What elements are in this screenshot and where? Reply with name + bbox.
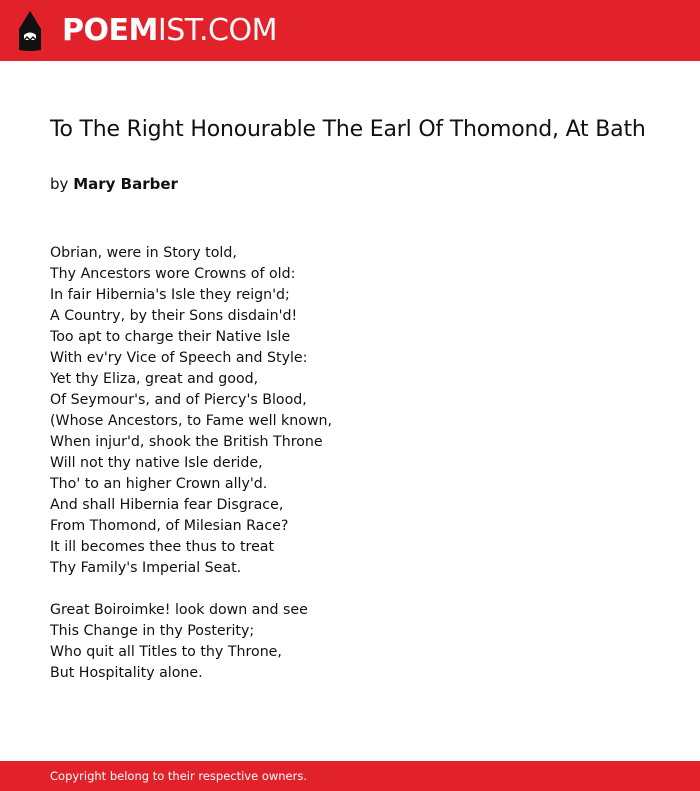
poem-line: This Change in thy Posterity; [50, 623, 255, 639]
poem-line: When injur'd, shook the British Throne [50, 434, 323, 450]
poem-byline [50, 173, 178, 195]
author-name: Mary Barber [73, 175, 178, 193]
poem-line: Of Seymour's, and of Piercy's Blood, [50, 392, 307, 408]
poem-line: But Hospitality alone. [50, 665, 203, 681]
poem-line: Thy Family's Imperial Seat. [50, 560, 242, 576]
poem-line: With ev'ry Vice of Speech and Style: [50, 350, 308, 366]
site-logo-text[interactable] [62, 11, 277, 51]
by-label: by [50, 175, 69, 193]
poem-body [50, 243, 650, 705]
brand-light-text: IST.COM [157, 13, 277, 48]
poem-line: And shall Hibernia fear Disgrace, [50, 497, 284, 513]
pencil-tip-icon[interactable] [17, 10, 43, 52]
poem-line: From Thomond, of Milesian Race? [50, 518, 289, 534]
poem-stanza [50, 600, 650, 684]
poem-line: A Country, by their Sons disdain'd! [50, 308, 298, 324]
copyright-text: Copyright belong to their respective owners. [50, 769, 308, 783]
poem-line: Tho' to an higher Crown ally'd. [50, 476, 268, 492]
poem-line: Yet thy Eliza, great and good, [50, 371, 259, 387]
poem-line: Will not thy native Isle deride, [50, 455, 263, 471]
poem-title: To The Right Honourable The Earl Of Thomond, At Bath [50, 117, 646, 142]
poem-line: In fair Hibernia's Isle they reign'd; [50, 287, 290, 303]
poem-line: It ill becomes thee thus to treat [50, 539, 275, 555]
poem-line: Who quit all Titles to thy Throne, [50, 644, 282, 660]
site-header [0, 0, 700, 61]
brand-bold-text: POEM [62, 13, 158, 48]
poem-line: Thy Ancestors wore Crowns of old: [50, 266, 296, 282]
site-footer [0, 761, 700, 791]
poem-line: (Whose Ancestors, to Fame well known, [50, 413, 333, 429]
poem-line: Great Boiroimke! look down and see [50, 602, 308, 618]
poem-line: Too apt to charge their Native Isle [50, 329, 291, 345]
poem-line: Obrian, were in Story told, [50, 245, 237, 261]
poem-stanza [50, 243, 650, 579]
